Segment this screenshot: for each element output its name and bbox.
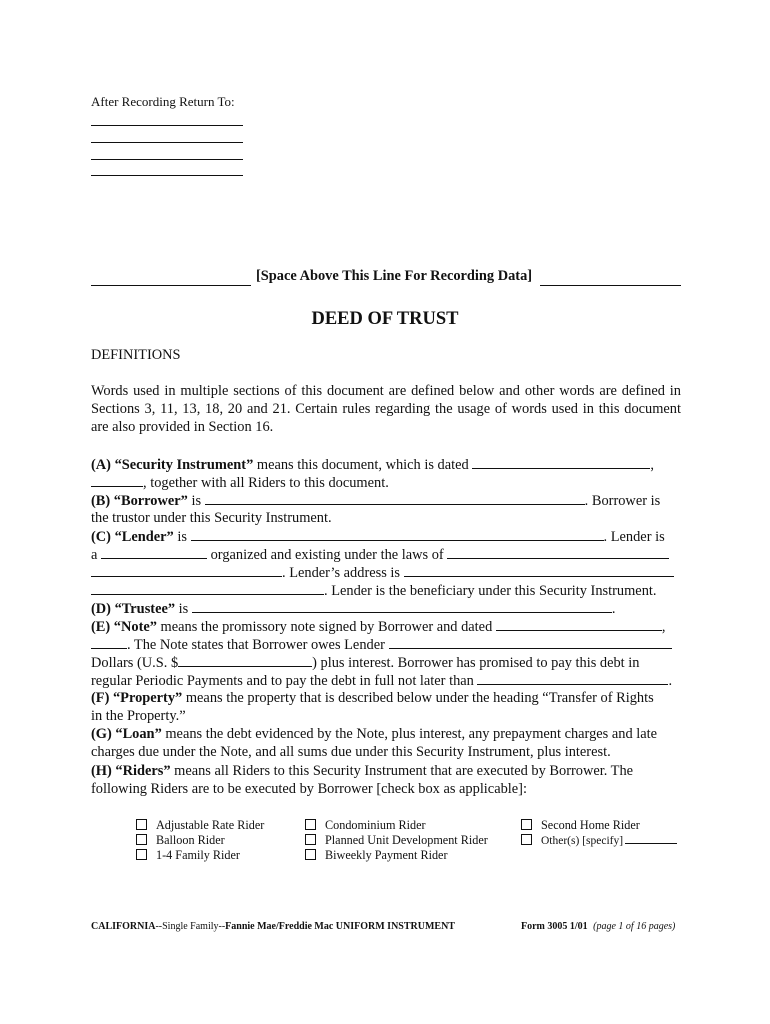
- def-e-text: means the promissory note signed by Borrower and dated: [156, 619, 493, 635]
- rider-label: Second Home Rider: [541, 818, 640, 832]
- def-g-text: means the debt evidenced by the Note, plus interest, any prepayment charges and late: [161, 726, 658, 742]
- checkbox-icon[interactable]: [305, 819, 316, 830]
- others-specify-field[interactable]: [625, 833, 677, 844]
- def-d-is: is: [175, 601, 189, 617]
- def-c-a: a: [91, 547, 98, 563]
- lender-entity-type-field[interactable]: [101, 546, 207, 559]
- def-c-tail: . Lender is: [603, 529, 665, 545]
- footer-state: CALIFORNIA: [91, 921, 156, 932]
- note-amount-field[interactable]: [178, 654, 312, 667]
- return-to-label: After Recording Return To:: [91, 94, 235, 109]
- def-c-label: (C) “Lender”: [91, 529, 174, 545]
- lender-address-cont-field[interactable]: [91, 582, 324, 595]
- rider-label: Biweekly Payment Rider: [325, 848, 448, 862]
- checkbox-icon[interactable]: [136, 834, 147, 845]
- checkbox-icon[interactable]: [305, 849, 316, 860]
- checkbox-icon[interactable]: [136, 819, 147, 830]
- intro-line-1: Words used in multiple sections of this document are defined below and other words are defined in: [91, 383, 681, 399]
- checkbox-icon[interactable]: [521, 834, 532, 845]
- lender-state-field[interactable]: [447, 546, 669, 559]
- def-h-label: (H) “Riders”: [91, 763, 171, 779]
- lender-address-field[interactable]: [404, 564, 674, 577]
- space-above-label: [Space Above This Line For Recording Data]: [256, 268, 533, 284]
- def-c-benef: . Lender is the beneficiary under this Security Instrument.: [324, 583, 657, 599]
- rider-label: Condominium Rider: [325, 818, 426, 832]
- rider-pud: [305, 833, 488, 848]
- footer-left: [91, 921, 455, 932]
- checkbox-icon[interactable]: [521, 819, 532, 830]
- footer-page: (page 1 of 16 pages): [593, 921, 676, 932]
- rider-balloon: [136, 833, 225, 848]
- def-g-label: (G) “Loan”: [91, 726, 162, 742]
- def-f-label: (F) “Property”: [91, 690, 183, 706]
- def-a-cont: , together with all Riders to this document.: [143, 475, 389, 491]
- rider-label: Other(s) [specify]: [541, 835, 624, 847]
- rider-others: [521, 833, 677, 848]
- def-e-label: (E) “Note”: [91, 619, 157, 635]
- rider-biweekly: [305, 848, 448, 863]
- def-e-cont: . The Note states that Borrower owes Lender: [127, 637, 385, 653]
- rider-second-home: [521, 818, 640, 833]
- document-title: DEED OF TRUST: [311, 309, 459, 329]
- def-b-cont: the trustor under this Security Instrument.: [91, 510, 332, 526]
- note-amount-words-field[interactable]: [389, 636, 672, 649]
- def-a-text: means this document, which is dated: [253, 457, 469, 473]
- borrower-name-field[interactable]: [205, 492, 585, 505]
- footer-form: Form 3005 1/01: [521, 921, 588, 932]
- note-date-field[interactable]: [496, 618, 662, 631]
- def-a-label: (A) “Security Instrument”: [91, 457, 254, 473]
- maturity-date-field[interactable]: [477, 672, 668, 685]
- intro-line-2: Sections 3, 11, 13, 18, 20 and 21. Certain rules regarding the usage of words used in this document: [91, 401, 681, 417]
- def-h-cont: following Riders are to be executed by Borrower [check box as applicable]:: [91, 781, 527, 797]
- return-line-3[interactable]: [91, 159, 243, 160]
- note-year-field[interactable]: [91, 636, 127, 649]
- def-e-reg: regular Periodic Payments and to pay the debt in full not later than: [91, 673, 474, 689]
- recording-line-right: [540, 285, 681, 286]
- intro-line-3: are also provided in Section 16.: [91, 419, 274, 435]
- return-line-2[interactable]: [91, 142, 243, 143]
- rider-label: Planned Unit Development Rider: [325, 833, 488, 847]
- def-d-label: (D) “Trustee”: [91, 601, 176, 617]
- lender-name-field[interactable]: [191, 528, 604, 541]
- def-b-tail: . Borrower is: [584, 493, 661, 509]
- def-h-text: means all Riders to this Security Instrument that are executed by Borrower. The: [170, 763, 634, 779]
- def-g-cont: charges due under the Note, and all sums due under this Security Instrument, plus interest.: [91, 744, 611, 760]
- rider-label: Balloon Rider: [156, 833, 225, 847]
- checkbox-icon[interactable]: [305, 834, 316, 845]
- definitions-heading: DEFINITIONS: [91, 347, 181, 363]
- def-c-addr: . Lender’s address is: [282, 565, 401, 581]
- def-e-dollars: Dollars (U.S. $: [91, 655, 179, 671]
- recording-line-left: [91, 285, 251, 286]
- def-f-cont: in the Property.”: [91, 708, 186, 724]
- trustee-name-field[interactable]: [192, 600, 612, 613]
- rider-adjustable-rate: [136, 818, 264, 833]
- def-c-is: is: [173, 529, 187, 545]
- def-b-label: (B) “Borrower”: [91, 493, 188, 509]
- checkbox-icon[interactable]: [136, 849, 147, 860]
- security-instrument-year-field[interactable]: [91, 474, 143, 487]
- rider-1-4-family: [136, 848, 240, 863]
- lender-state-cont-field[interactable]: [91, 564, 282, 577]
- def-a-line-1: (A) “Security Instrument” means this document, which is dated ,: [91, 457, 654, 473]
- rider-label: Adjustable Rate Rider: [156, 818, 265, 832]
- security-instrument-date-field[interactable]: [472, 456, 650, 469]
- def-b-is: is: [187, 493, 202, 509]
- footer-sep: --Single Family--: [155, 921, 226, 932]
- def-c-org: organized and existing under the laws of: [207, 547, 444, 563]
- rider-label: 1-4 Family Rider: [156, 848, 240, 862]
- footer-right: [521, 921, 675, 932]
- footer-instrument: Fannie Mae/Freddie Mac UNIFORM INSTRUMENT: [225, 921, 455, 932]
- return-line-1[interactable]: [91, 125, 243, 126]
- def-f-text: means the property that is described below under the heading “Transfer of Rights: [182, 690, 654, 706]
- rider-condominium: [305, 818, 426, 833]
- def-e-plus: ) plus interest. Borrower has promised to pay this debt in: [312, 655, 640, 671]
- return-line-4[interactable]: [91, 175, 243, 176]
